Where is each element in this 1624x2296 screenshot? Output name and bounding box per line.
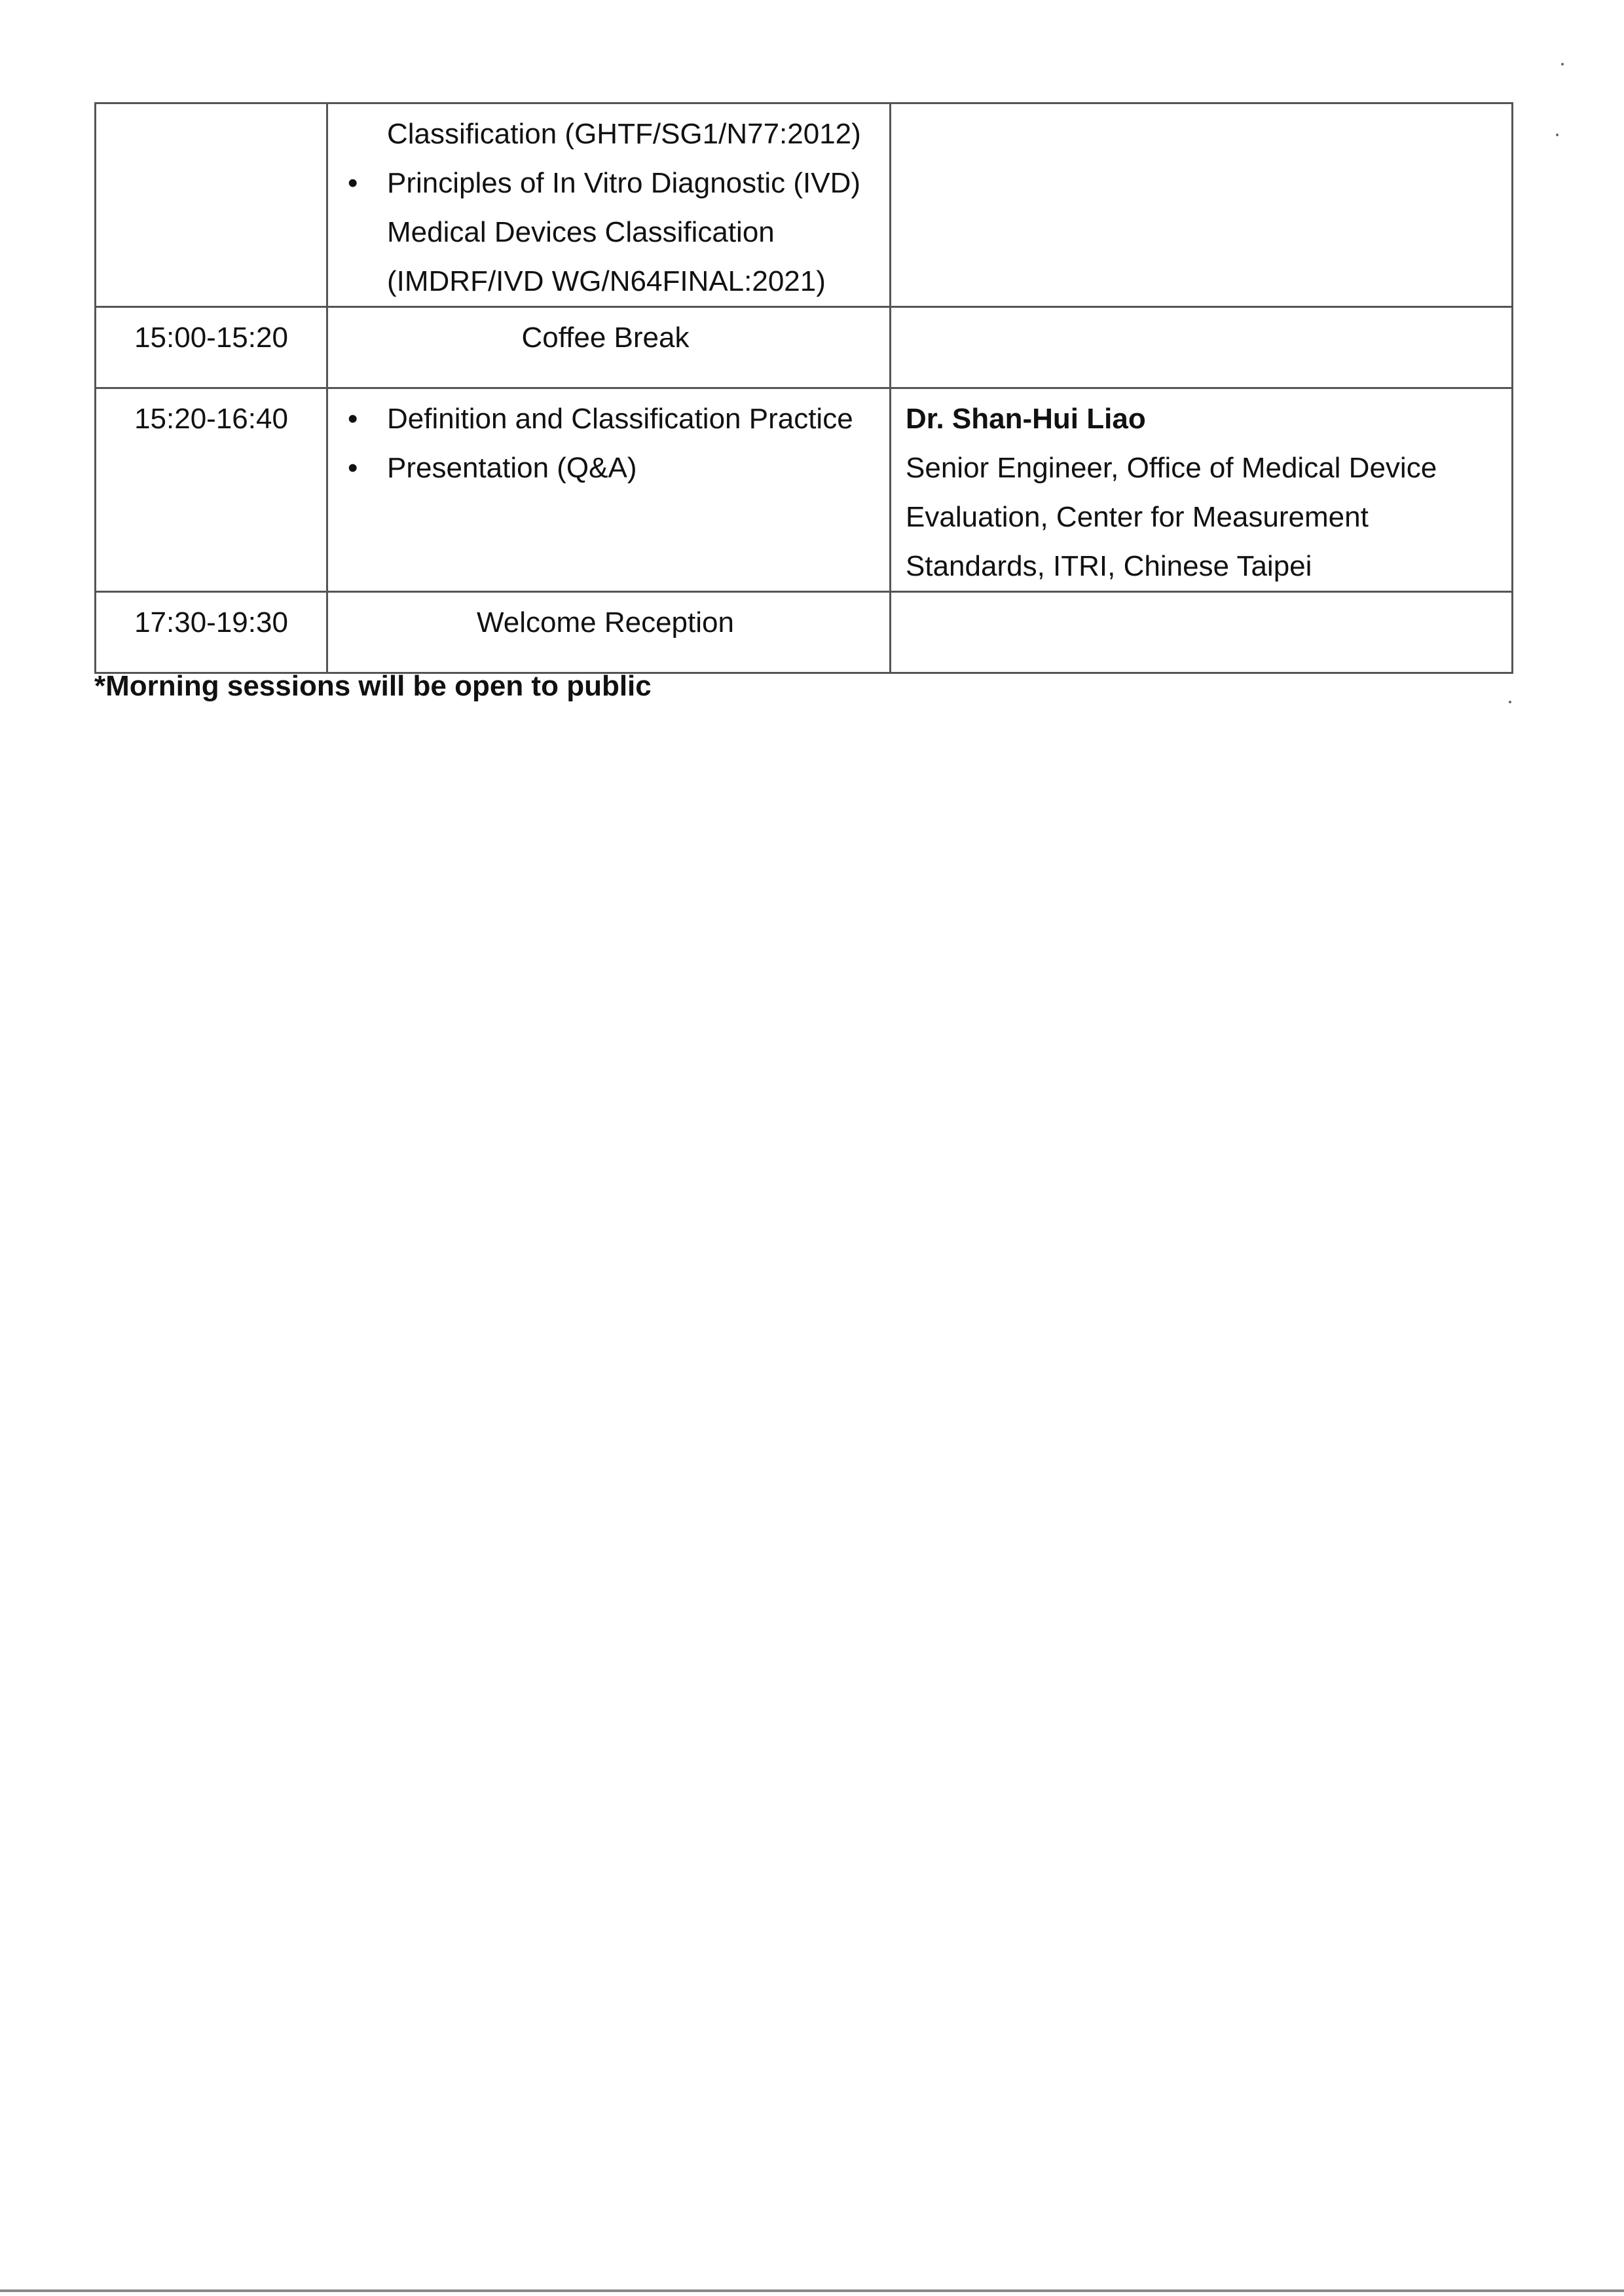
speaker-affiliation-line: Senior Engineer, Office of Medical Device	[906, 452, 1437, 484]
topic-bullet-list	[348, 394, 883, 492]
scan-speck	[1561, 63, 1564, 65]
speaker-cell	[891, 592, 1513, 673]
time-cell: 15:00-15:20	[96, 307, 327, 388]
topic-text: Welcome Reception	[477, 606, 734, 639]
time-cell	[96, 103, 327, 307]
list-item	[348, 158, 883, 306]
table-row	[96, 307, 1513, 388]
agenda-table	[94, 102, 1513, 674]
topic-bullet-line: (IMDRF/IVD WG/N64FINAL:2021)	[387, 265, 826, 297]
table-row	[96, 592, 1513, 673]
bullet-icon: •	[348, 403, 358, 435]
scan-speck	[1556, 134, 1559, 136]
topic-bullet-line: Principles of In Vitro Diagnostic (IVD)	[387, 167, 861, 199]
time-cell: 17:30-19:30	[96, 592, 327, 673]
topic-bullet-text: Presentation (Q&A)	[387, 452, 637, 484]
scan-speck	[1509, 701, 1511, 703]
table-row	[96, 103, 1513, 307]
speaker-affiliation-line: Evaluation, Center for Measurement	[906, 501, 1369, 533]
footnote: *Morning sessions will be open to public	[94, 670, 652, 702]
speaker-cell	[891, 103, 1513, 307]
topic-continuation-text: Classification (GHTF/SG1/N77:2012)	[387, 118, 861, 150]
bullet-icon: •	[348, 167, 358, 199]
topic-cell	[327, 307, 891, 388]
topic-text: Coffee Break	[521, 322, 690, 354]
topic-cell	[327, 388, 891, 592]
bullet-icon: •	[348, 452, 358, 484]
table-row	[96, 388, 1513, 592]
topic-bullet-line: Medical Devices Classification	[387, 216, 775, 248]
topic-cell	[327, 103, 891, 307]
speaker-cell	[891, 307, 1513, 388]
speaker-cell	[891, 388, 1513, 592]
scan-edge-line	[0, 2289, 1624, 2292]
list-item	[348, 443, 883, 492]
topic-bullet-text: Definition and Classification Practice	[387, 403, 853, 435]
topic-bullet-list	[348, 158, 883, 306]
speaker-affiliation-line: Standards, ITRI, Chinese Taipei	[906, 550, 1312, 582]
list-item	[348, 394, 883, 443]
time-cell: 15:20-16:40	[96, 388, 327, 592]
speaker-name: Dr. Shan-Hui Liao	[906, 403, 1146, 435]
topic-cell	[327, 592, 891, 673]
